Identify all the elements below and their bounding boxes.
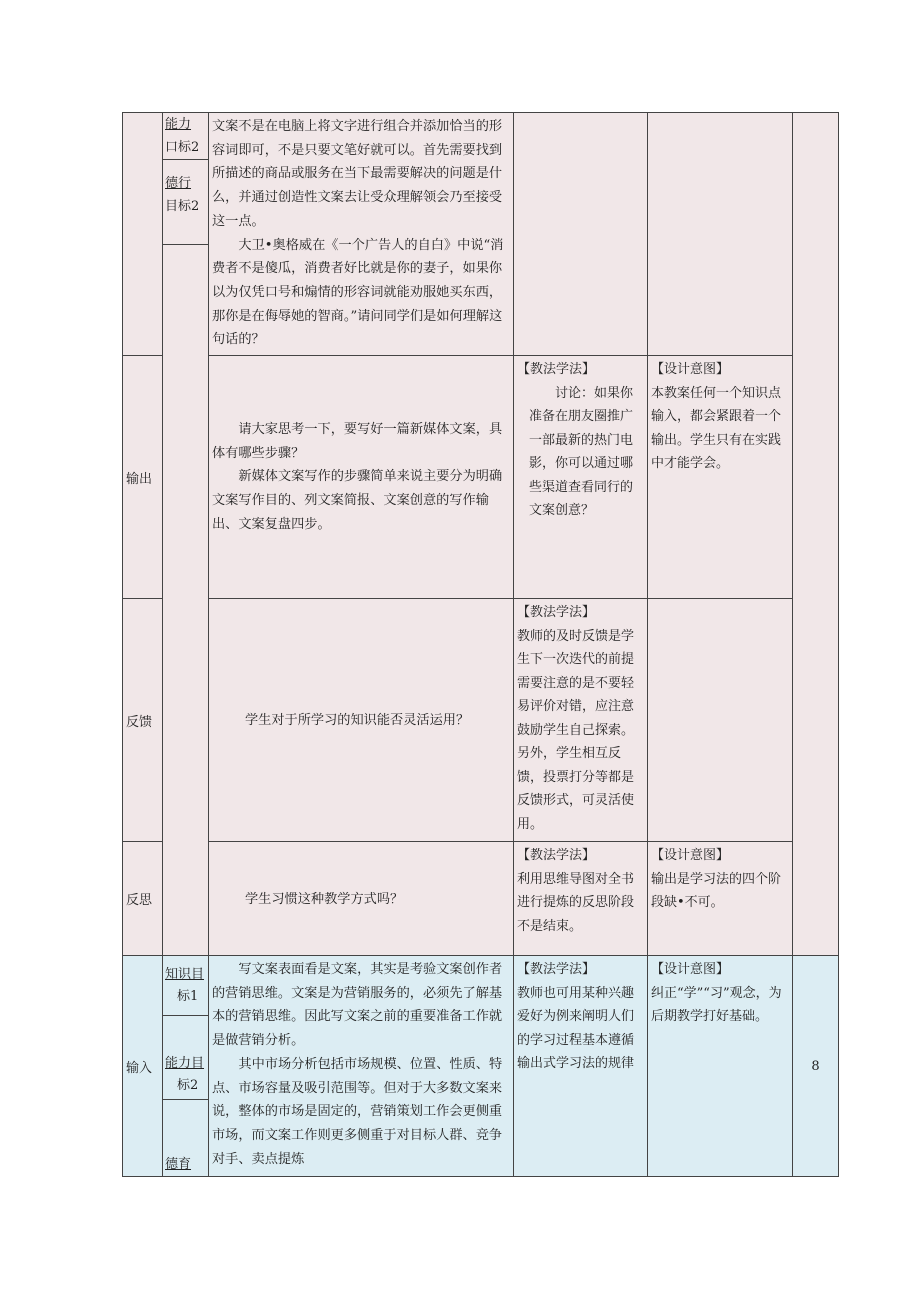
output-method-cell [513,355,648,599]
input-objective-3 [162,1099,209,1177]
input-minutes-value: 8 [811,1058,820,1074]
reflect-design-text: 输出是学习法的四个阶段缺•不可。 [651,871,782,910]
input-objective-2b: 标2 [177,1078,199,1093]
input-objective-2a: 能力目 [165,1056,205,1071]
feedback-method-cell [513,598,648,842]
input-content-cell [208,955,514,1177]
row1-objective-1b: 口标2 [163,136,208,160]
stage-output [122,355,163,599]
input-method-cell [513,955,648,1177]
input-design-cell [647,955,793,1177]
reflect-design-cell [647,841,793,956]
output-paragraph-1: 请大家思考一下，要写好一篇新媒体文案，具体有哪些步骤？ [212,422,503,461]
input-minutes-cell [792,955,839,1177]
stage-reflect-label: 反思 [126,893,153,908]
output-method-header: 【教法学法】 [517,362,596,377]
output-method-text: 讨论：如果你准备在朋友圈推广一部最新的热门电影，你可以通过哪些渠道查看同行的文案创意？ [529,385,634,518]
objective-column-empty [162,244,209,956]
output-design-text: 本教案任何一个知识点输入，都会紧跟着一个输出。学生只有在实践中才能学会。 [651,385,782,471]
row1-design-cell [647,112,793,356]
feedback-method-header: 【教法学法】 [517,605,596,620]
reflect-content-cell [208,841,514,956]
stage-input [122,955,163,1177]
reflect-design-header: 【设计意图】 [651,848,730,863]
input-method-text: 教师也可用某种兴趣爱好为例来阐明人们的学习过程基本遵循输出式学习法的规律 [517,985,635,1071]
stage-reflect [122,841,163,956]
row1-objective-1a: 能力 [165,117,192,132]
row1-stage-cell [122,112,163,356]
stage-output-label: 输出 [126,471,153,487]
feedback-design-cell [647,598,793,842]
output-design-cell [647,355,793,599]
row1-paragraph-1: 文案不是在电脑上将文字进行组合并添加恰当的形容词即可，不是只要文笔好就可以。首先需要找到所描述的商品或服务在当下最需要解决的问题是什么，并通过创造性文案去让受众理解领会乃至接受这一点。 [212,119,503,229]
input-objective-3a: 德育 [165,1157,192,1172]
feedback-content-cell [208,598,514,842]
output-paragraph-2: 新媒体文案写作的步骤简单来说主要分为明确文案写作目的、列文案简报、文案创意的写作输出、文案复盘四步。 [212,469,503,532]
feedback-text: 学生对于所学习的知识能否灵活运用？ [245,713,470,729]
input-objective-1b: 标1 [177,989,199,1004]
reflect-text: 学生习惯这种教学方式吗？ [245,891,404,907]
input-method-header: 【教法学法】 [517,962,596,977]
row1-objective-2b: 目标2 [165,199,200,214]
row1-objective-2a: 德行 [165,176,192,191]
input-objective-1 [162,955,209,1016]
input-objective-2 [162,1015,209,1100]
row1-content-cell [208,112,514,356]
row1-method-cell [513,112,648,356]
stage-input-label: 输入 [126,1060,153,1076]
row1-objective-cell [162,112,209,245]
minutes-cell-pink [792,112,839,956]
input-objective-1a: 知识目 [165,967,205,982]
input-design-header: 【设计意图】 [651,962,730,977]
output-design-header: 【设计意图】 [651,362,730,377]
input-paragraph-1: 写文案表面看是文案，其实是考验文案创作者的营销思维。文案是为营销服务的，必须先了解基本的营销思维。因此写文案之前的重要准备工作就是做营销分析。 [212,962,503,1049]
reflect-method-cell [513,841,648,956]
input-paragraph-2: 其中市场分析包括市场规模、位置、性质、特点、市场容量及吸引范围等。但对于大多数文案来说，整体的市场是固定的，营销策划工作会更侧重市场，而文案工作则更多侧重于对目标人群、竞争对手、卖点提炼 [212,1056,503,1167]
output-content-cell [208,355,514,599]
stage-feedback-label: 反馈 [126,714,153,730]
input-design-text: 纠正“学”“习”观念，为后期教学打好基础。 [651,985,782,1024]
row1-paragraph-2: 大卫•奥格威在《一个广告人的自白》中说“消费者不是傻瓜，消费者好比就是你的妻子，如果你以为仅凭口号和煽情的形容词就能劝服她买东西，那你是在侮辱她的智商。”请问同学们是如何理解这句话的？ [212,237,504,348]
reflect-method-header: 【教法学法】 [517,848,596,863]
reflect-method-text: 利用思维导图对全书进行提炼的反思阶段不是结束。 [517,871,635,934]
feedback-method-text: 教师的及时反馈是学生下一次迭代的前提需要注意的是不要轻易评价对错，应注意鼓励学生自己探索。另外，学生相互反馈，投票打分等都是反馈形式，可灵活使用。 [517,628,635,832]
stage-feedback [122,598,163,842]
